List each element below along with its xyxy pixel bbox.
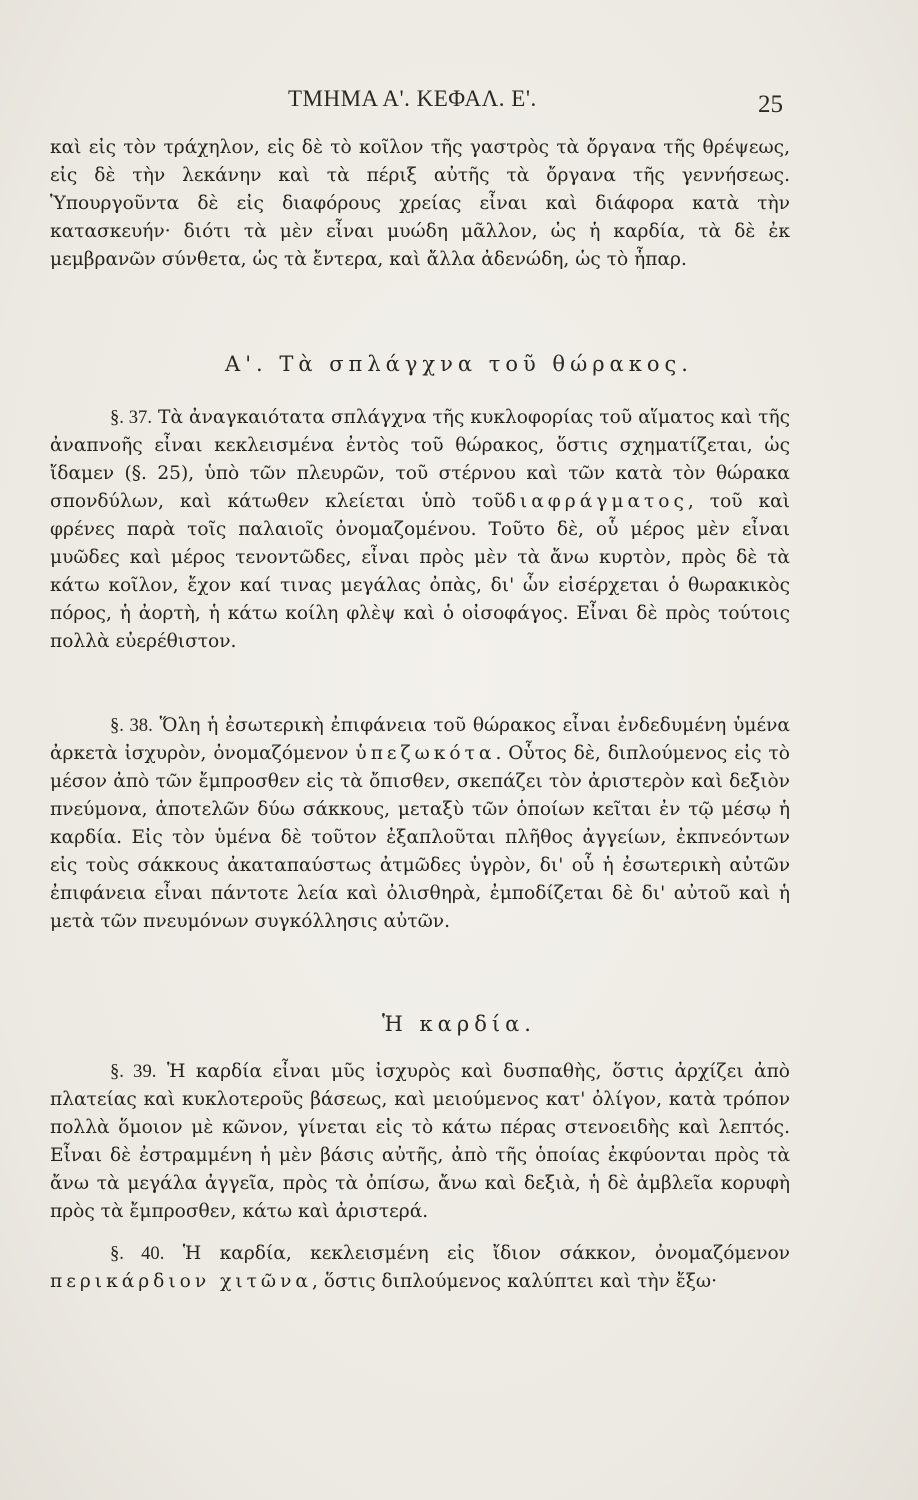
paragraph-37-text-a: Τὰ ἀναγκαιότατα σπλάγχνα τῆς κυκλοφορίας τοῦ αἵματος καὶ τῆς ἀναπνοῆς εἶναι κεκλεισμένα ἐντὸς τοῦ θώρακος, ὅστις σχηματίζεται, ὡς ἴδαμεν (§. 25), ὑπὸ τῶν πλευρῶν, τοῦ στέρνου καὶ τῶν κατὰ τὸν θώρακα σπονδύλων, καὶ κάτωθεν κλείεται ὑπὸ τοῦ <box>50 407 790 512</box>
paragraph-37 <box>50 404 790 656</box>
paragraph-39 <box>50 1058 790 1226</box>
paragraph-37-block <box>50 404 790 656</box>
intro-paragraph-block <box>50 134 790 274</box>
running-head: ΤΜΗΜΑ Α'. ΚΕΦΑΛ. Ε'. <box>288 86 537 111</box>
term-pleura: ὑπεζωκότα <box>355 743 496 764</box>
section-heading-thorax: Α'. Τὰ σπλάγχνα τοῦ θώρακος. <box>225 352 693 376</box>
paragraph-37-text-b: , τοῦ καὶ φρένες παρὰ τοῖς παλαιοῖς ὀνομαζομένου. Τοῦτο δὲ, οὗ μέρος μὲν εἶναι μυῶδες καὶ μέρος τενοντῶδες, εἶναι πρὸς μὲν τὰ ἄνω κυρτὸν, πρὸς δὲ τὰ κάτω κοῖλον, ἔχον καί τινας μεγάλας ὀπὰς, δι' ὧν εἰσέρχεται ὁ θωρακικὸς πόρος, ἡ ἀορτὴ, ἡ κάτω κοίλη φλὲψ καὶ ὁ οἰσοφάγος. Εἶναι δὲ πρὸς τούτοις πολλὰ εὐερέθιστον. <box>50 491 790 652</box>
section-number-38: §. 38. <box>110 715 153 736</box>
paragraph-38 <box>50 712 790 936</box>
section-number-40: §. 40. <box>110 1243 165 1264</box>
paragraph-39-block <box>50 1058 790 1226</box>
page-number: 25 <box>758 91 783 118</box>
paragraph-39-text: Ἡ καρδία εἶναι μῦς ἰσχυρὸς καὶ δυσπαθὴς, ὅστις ἀρχίζει ἀπὸ πλατείας καὶ κυκλοτεροῦς βάσεως, καὶ μειούμενος κατ' ὀλίγον, κατὰ τρόπον πολλὰ ὅμοιον μὲ κῶνον, γίνεται εἰς τὸ κάτω πέρας στενοειδὴς καὶ λεπτός. Εἶναι δὲ ἐστραμμένη ἡ μὲν βάσις αὐτῆς, ἀπὸ τῆς ὁποίας ἐκφύονται πρὸς τὰ ἄνω τὰ μεγάλα ἀγγεῖα, πρὸς τὰ ὀπίσω, ἄνω καὶ δεξιὰ, ἡ δὲ ἀμβλεῖα κορυφὴ πρὸς τὰ ἔμπροσθεν, κάτω καὶ ἀριστερά. <box>50 1061 790 1222</box>
paragraph-40 <box>50 1240 790 1296</box>
section-number-37: §. 37. <box>110 407 152 428</box>
paragraph-40-text-a: Ἡ καρδία, κεκλεισμένη εἰς ἴδιον σάκκον, ὀνομαζόμενον <box>182 1243 790 1264</box>
paragraph-38-block <box>50 712 790 936</box>
paragraph-40-text-b: , ὅστις διπλούμενος καλύπτει καὶ τὴν ἔξω· <box>311 1271 718 1292</box>
section-heading-heart: Ἡ καρδία. <box>382 1012 536 1036</box>
term-diaphragm: διαφράγματος <box>504 491 688 512</box>
intro-paragraph: καὶ εἰς τὸν τράχηλον, εἰς δὲ τὸ κοῖλον τῆς γαστρὸς τὰ ὄργανα τῆς θρέψεως, εἰς δὲ τὴν λεκάνην καὶ τὰ πέριξ αὐτῆς τὰ ὄργανα τῆς γεννήσεως. Ὑπουργοῦντα δὲ εἰς διαφόρους χρείας εἶναι καὶ διάφορα κατὰ τὴν κατασκευήν· διότι τὰ μὲν εἶναι μυώδη μᾶλλον, ὡς ἡ καρδία, τὰ δὲ ἐκ μεμβρανῶν σύνθετα, ὡς τὰ ἔντερα, καὶ ἄλλα ἀδενώδη, ὡς τὸ ἧπαρ. <box>50 137 790 270</box>
paragraph-38-text-b: . Οὗτος δὲ, διπλούμενος εἰς τὸ μέσον ἀπὸ τῶν ἔμπροσθεν εἰς τὰ ὄπισθεν, σκεπάζει τὸν ἀριστερὸν καὶ δεξιὸν πνεύμονα, ἀποτελῶν δύω σάκκους, μεταξὺ τῶν ὁποίων κεῖται ἐν τῷ μέσῳ ἡ καρδία. Εἰς τὸν ὑμένα δὲ τοῦτον ἐξαπλοῦται πλῆθος ἀγγείων, ἐκπνεόντων εἰς τοὺς σάκκους ἀκαταπαύστως ἀτμῶδες ὑγρὸν, δι' οὗ ἡ ἐσωτερικὴ αὐτῶν ἐπιφάνεια εἶναι πάντοτε λεία καὶ ὀλισθηρὰ, ἐμποδίζεται δὲ δι' αὐτοῦ καὶ ἡ μετὰ τῶν πνευμόνων συγκόλλησις αὐτῶν. <box>50 743 790 932</box>
paragraph-40-block <box>50 1240 790 1296</box>
section-number-39: §. 39. <box>110 1061 157 1082</box>
paragraph-38-text-a: Ὅλη ἡ ἐσωτερικὴ ἐπιφάνεια τοῦ θώρακος εἶναι ἐνδεδυμένη ὑμένα ἀρκετὰ ἰσχυρὸν, ὀνομαζόμενον <box>50 715 790 764</box>
term-pericardium: περικάρδιον χιτῶνα <box>50 1271 312 1292</box>
